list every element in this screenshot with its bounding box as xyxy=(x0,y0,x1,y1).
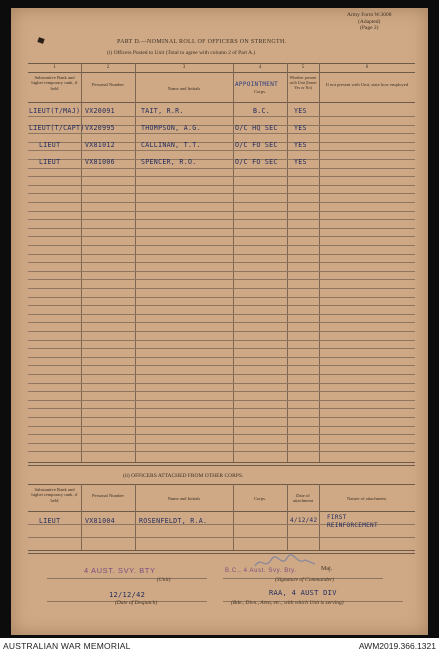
row-rule xyxy=(28,383,415,384)
form-id-line3: (Page 2) xyxy=(359,25,379,31)
row-rule xyxy=(28,374,415,375)
attached-number: VX81004 xyxy=(85,517,115,525)
row-rule xyxy=(28,168,415,169)
attached-nature-line1: FIRST xyxy=(327,514,347,521)
attached-rank: LIEUT xyxy=(39,517,61,525)
header2-date: Date of attachment xyxy=(292,493,314,504)
col-number: 2 xyxy=(106,65,110,70)
row-rule xyxy=(28,314,415,315)
caption-bar xyxy=(0,638,439,653)
caption-right: AWM2019.366.1321 xyxy=(358,641,436,651)
header-posted: Whether present with Unit (Insert Yes or No) xyxy=(289,75,317,90)
signature-stamp: B.C., 4 Aust. Svy. Bty. xyxy=(225,568,297,574)
row-rule xyxy=(28,288,415,289)
row-rule xyxy=(28,340,415,341)
header-number: Personal Number xyxy=(91,82,125,87)
row-rule xyxy=(28,176,415,177)
row3-number: VX81012 xyxy=(85,141,115,149)
row-rule xyxy=(28,254,415,255)
col-number: 4 xyxy=(258,65,262,70)
row1-number: VX20091 xyxy=(85,107,115,115)
unit-stamp: 4 AUST. SVY. BTY xyxy=(84,566,156,575)
header2-rank: Substantive Rank and higher temporary rank, if held xyxy=(31,487,78,503)
row2-corps: O/C HQ SEC xyxy=(235,124,278,132)
section-i-title: (i) Officers Posted to Unit (Total to agree with column 2 of Part A.) xyxy=(107,50,256,56)
header2-name: Name and Initials xyxy=(167,496,201,501)
row-rule xyxy=(28,271,415,272)
row-rule xyxy=(28,305,415,306)
row-rule xyxy=(28,322,415,323)
attached-name: ROSENFELDT, R.A. xyxy=(139,517,208,525)
unit-label: (Unit) xyxy=(157,577,171,583)
row1-rank: LIEUT(T/MAJ) xyxy=(29,107,81,115)
row4-rank: LIEUT xyxy=(39,158,61,166)
part-title: PART D.—NOMINAL ROLL OF OFFICERS ON STRENGTH. xyxy=(117,39,287,45)
header2-nature: Nature of attachment. xyxy=(347,496,387,501)
row-rule xyxy=(28,391,415,392)
row1-corps: B.C. xyxy=(253,107,271,115)
row-rule xyxy=(28,262,415,263)
row-rule xyxy=(28,245,415,246)
row-rule xyxy=(28,451,415,452)
row2-rank: LIEUT(T/CAPT) xyxy=(29,124,85,132)
row-rule xyxy=(28,228,415,229)
form-id xyxy=(347,12,391,32)
row-rule xyxy=(28,202,415,203)
row4-number: VX81006 xyxy=(85,158,115,166)
row-rule xyxy=(28,408,415,409)
row-rule xyxy=(28,150,415,151)
row3-name: CALLINAN, T.T. xyxy=(141,141,201,149)
header-name: Name and Initials xyxy=(167,86,201,91)
corps-handwritten: APPOINTMENT xyxy=(235,81,279,88)
row4-corps: O/C FO SEC xyxy=(235,158,278,166)
row-rule xyxy=(28,236,415,237)
row1-name: TAIT, R.R. xyxy=(141,107,184,115)
row3-corps: O/C FO SEC xyxy=(235,141,278,149)
row-rule xyxy=(28,426,415,427)
section-ii-title: (ii) OFFICERS ATTACHED FROM OTHER CORPS. xyxy=(123,473,244,479)
signature-label: (Signature of Commander) xyxy=(275,577,335,583)
despatch-date-label: (Date of Despatch) xyxy=(115,600,158,606)
header2-corps: Corps. xyxy=(253,496,267,501)
col-number: 5 xyxy=(301,65,305,70)
col-number: 1 xyxy=(53,65,56,70)
attached-date: 4/12/42 xyxy=(290,517,318,524)
row-rule xyxy=(28,434,415,435)
row-rule xyxy=(28,219,415,220)
row-rule xyxy=(28,279,415,280)
row-rule xyxy=(28,400,415,401)
row-rule xyxy=(28,185,415,186)
despatch-date: 12/12/42 xyxy=(109,591,146,599)
row3-rank: LIEUT xyxy=(39,141,61,149)
col-number: 3 xyxy=(182,65,186,70)
row2-number: VX20995 xyxy=(85,124,115,132)
bde-value: RAA, 4 AUST DIV xyxy=(269,589,337,597)
row1-present: YES xyxy=(294,107,307,115)
caption-left: AUSTRALIAN WAR MEMORIAL xyxy=(3,641,131,651)
header-rank: Substantive Rank and higher temporary rank, if held xyxy=(31,75,78,91)
form-id-line2: (Adapted) xyxy=(358,18,381,25)
row4-name: SPENCER, R.O. xyxy=(141,158,197,166)
form-id-line1: Army Form W.3008 xyxy=(347,12,392,18)
row2-name: THOMPSON, A.G. xyxy=(141,124,201,132)
attached-nature-line2: REINFORCEMENT xyxy=(327,522,378,529)
row-rule xyxy=(28,193,415,194)
header-absent: If not present with Unit, state how employed xyxy=(325,82,409,87)
row2-present: YES xyxy=(294,124,307,132)
signature-rank: Maj. xyxy=(321,566,333,572)
row-rule xyxy=(28,365,415,366)
bde-label: (Bde., Divn., Area, etc., with which Unit is serving) xyxy=(231,600,344,606)
row4-present: YES xyxy=(294,158,307,166)
row-rule xyxy=(28,133,415,134)
row-rule xyxy=(28,211,415,212)
row-rule xyxy=(28,297,415,298)
header-corps: Corps. xyxy=(253,89,267,94)
punch-mark xyxy=(37,37,44,44)
row-rule xyxy=(28,443,415,444)
row-rule xyxy=(28,348,415,349)
row-rule xyxy=(28,357,415,358)
row-rule xyxy=(28,331,415,332)
row-rule xyxy=(28,116,415,117)
row-rule xyxy=(28,417,415,418)
row3-present: YES xyxy=(294,141,307,149)
header2-number: Personal Number xyxy=(91,493,125,498)
col-number: 6 xyxy=(365,65,369,70)
document-page xyxy=(11,8,428,635)
